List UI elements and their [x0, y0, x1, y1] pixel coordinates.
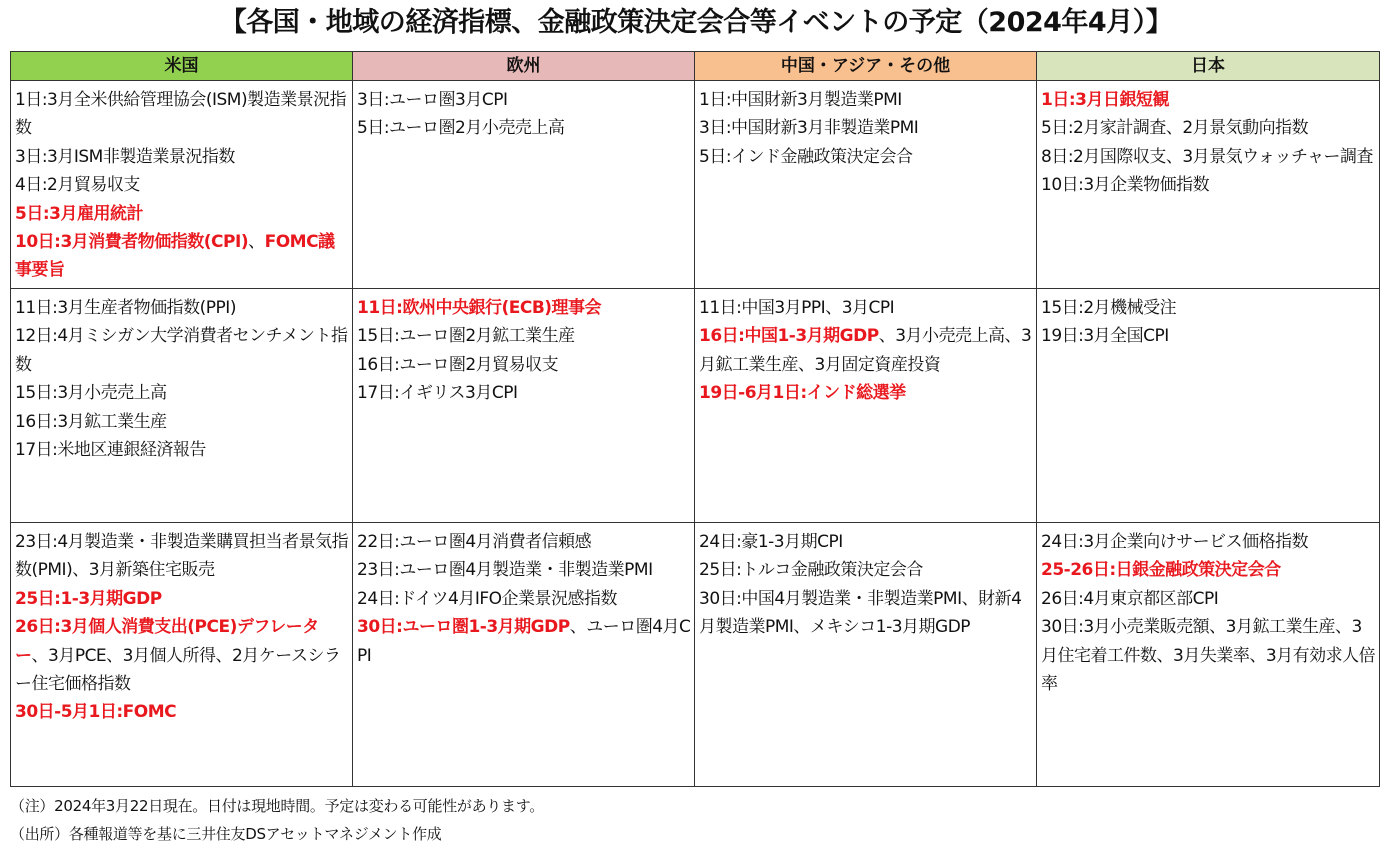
event-text: 、 — [248, 232, 265, 253]
event-entry — [357, 613, 691, 670]
event-entry — [1041, 528, 1376, 556]
event-text: 、ユーロ圏4月CPI — [357, 617, 691, 666]
event-entry — [15, 698, 349, 726]
header-europe: 欧州 — [353, 52, 695, 81]
event-text: 25日:トルコ金融政策決定会合 — [699, 560, 923, 581]
event-text: 5日:ユーロ圏2月小売売上高 — [357, 118, 565, 139]
highlighted-event-text: 30日-5月1日:FOMC — [15, 702, 177, 723]
event-text: 11日:3月生産者物価指数(PPI) — [15, 298, 236, 318]
cell-europe-mid — [353, 289, 695, 523]
event-entry — [15, 408, 349, 436]
highlighted-event-text: 26日:3月個人消費支出(PCE)デフレーター — [15, 617, 319, 666]
event-entry — [1041, 171, 1376, 199]
event-entry — [357, 86, 691, 114]
event-entry — [1041, 556, 1376, 584]
cell-asia-late — [695, 523, 1037, 787]
table-row — [11, 523, 1380, 787]
event-text: 11日:中国3月PPI、3月CPI — [699, 298, 895, 318]
event-text: 19日:3月全国CPI — [1041, 326, 1169, 347]
highlighted-event-text: 25日:1-3月期GDP — [15, 588, 162, 609]
event-text: 23日:ユーロ圏4月製造業・非製造業PMI — [357, 560, 653, 581]
highlighted-event-text: 5日:3月雇用統計 — [15, 203, 143, 224]
event-text: 30日:中国4月製造業・非製造業PMI、財新4月製造業PMI、メキシコ1-3月期GDP — [699, 588, 1022, 638]
event-entry — [699, 86, 1033, 114]
event-entry — [15, 322, 349, 379]
event-entry — [357, 379, 691, 407]
highlighted-event-text: 30日:ユーロ圏1-3月期GDP — [357, 617, 570, 638]
event-text: 4日:2月貿易収支 — [15, 175, 140, 196]
footnote-source: （出所）各種報道等を基に三井住友DSアセットマネジメント作成 — [10, 825, 442, 843]
event-text: 3日:3月ISM非製造業景況指数 — [15, 146, 235, 167]
event-entry — [15, 613, 349, 698]
highlighted-event-text: 16日:中国1-3月期GDP — [699, 326, 879, 347]
event-text: 23日:4月製造業・非製造業購買担当者景気指数(PMI)、3月新築住宅販売 — [15, 532, 349, 581]
event-entry — [699, 528, 1033, 556]
event-text: 3日:ユーロ圏3月CPI — [357, 90, 508, 110]
event-entry — [15, 143, 349, 171]
event-entry — [357, 528, 691, 556]
event-entry — [357, 114, 691, 142]
event-text: 15日:ユーロ圏2月鉱工業生産 — [357, 326, 575, 347]
event-entry — [15, 585, 349, 613]
event-entry — [1041, 143, 1376, 171]
event-text: 、3月PCE、3月個人所得、2月ケースシラー住宅価格指数 — [15, 645, 341, 695]
event-entry — [1041, 613, 1376, 698]
cell-japan-early — [1037, 81, 1380, 289]
event-entry — [699, 114, 1033, 142]
event-entry — [15, 228, 349, 285]
highlighted-event-text: 10日:3月消費者物価指数(CPI) — [15, 232, 249, 253]
event-text: 3日:中国財新3月非製造業PMI — [699, 118, 919, 139]
event-entry — [699, 143, 1033, 171]
event-entry — [15, 528, 349, 585]
event-entry — [357, 322, 691, 350]
highlighted-event-text: 11日:欧州中央銀行(ECB)理事会 — [357, 298, 602, 318]
event-text: 16日:ユーロ圏2月貿易収支 — [357, 354, 559, 375]
cell-europe-early — [353, 81, 695, 289]
event-entry — [357, 351, 691, 379]
event-text: 5日:2月家計調査、2月景気動向指数 — [1041, 118, 1309, 139]
page-title: 【各国・地域の経済指標、金融政策決定会合等イベントの予定（2024年4月）】 — [219, 7, 1173, 38]
cell-us-early — [11, 81, 353, 289]
event-entry — [15, 379, 349, 407]
event-entry — [15, 436, 349, 464]
event-entry — [1041, 294, 1376, 322]
event-entry — [699, 556, 1033, 584]
event-entry — [357, 294, 691, 322]
event-entry — [699, 585, 1033, 642]
event-entry — [1041, 114, 1376, 142]
cell-japan-mid — [1037, 289, 1380, 523]
footnote-note: （注）2024年3月22日現在。日付は現地時間。予定は変わる可能性があります。 — [10, 797, 544, 815]
cell-asia-early — [695, 81, 1037, 289]
event-entry — [15, 171, 349, 199]
header-row — [11, 52, 1380, 81]
event-text: 12日:4月ミシガン大学消費者センチメント指数 — [15, 326, 348, 375]
cell-asia-mid — [695, 289, 1037, 523]
event-text: 17日:米地区連銀経済報告 — [15, 440, 206, 461]
highlighted-event-text: 19日-6月1日:インド総選挙 — [699, 383, 906, 404]
event-entry — [15, 200, 349, 228]
event-text: 15日:3月小売売上高 — [15, 383, 167, 404]
event-entry — [357, 585, 691, 613]
event-text: 15日:2月機械受注 — [1041, 298, 1177, 318]
table-row — [11, 289, 1380, 523]
event-entry — [1041, 86, 1376, 114]
event-entry — [1041, 322, 1376, 350]
event-text: 1日:中国財新3月製造業PMI — [699, 90, 902, 110]
event-text: 10日:3月企業物価指数 — [1041, 175, 1210, 196]
event-text: 、3月小売売上高、3月鉱工業生産、3月固定資産投資 — [699, 326, 1032, 375]
table-row — [11, 81, 1380, 289]
event-entry — [15, 294, 349, 322]
event-text: 17日:イギリス3月CPI — [357, 383, 518, 404]
event-text: 5日:インド金融政策決定会合 — [699, 146, 913, 167]
event-entry — [699, 322, 1033, 379]
header-japan: 日本 — [1037, 52, 1380, 81]
highlighted-event-text: 25-26日:日銀金融政策決定会合 — [1041, 560, 1281, 581]
highlighted-event-text: 1日:3月日銀短観 — [1041, 90, 1169, 110]
event-text: 22日:ユーロ圏4月消費者信頼感 — [357, 532, 592, 552]
event-text: 26日:4月東京都区部CPI — [1041, 588, 1219, 609]
event-entry — [15, 86, 349, 143]
event-entry — [357, 556, 691, 584]
event-text: 8日:2月国際収支、3月景気ウォッチャー調査 — [1041, 146, 1373, 167]
event-text: 24日:3月企業向けサービス価格指数 — [1041, 532, 1309, 552]
highlighted-event-text: FOMC議事要旨 — [15, 232, 335, 281]
header-china-asia-other: 中国・アジア・その他 — [695, 52, 1037, 81]
cell-us-mid — [11, 289, 353, 523]
event-schedule-table — [10, 51, 1380, 787]
header-us: 米国 — [11, 52, 353, 81]
event-text: 24日:ドイツ4月IFO企業景況感指数 — [357, 588, 617, 609]
event-text: 24日:豪1-3月期CPI — [699, 532, 843, 552]
event-text: 30日:3月小売業販売額、3月鉱工業生産、3月住宅着工件数、3月失業率、3月有効求人倍率 — [1041, 617, 1376, 695]
event-text: 1日:3月全米供給管理協会(ISM)製造業景況指数 — [15, 90, 347, 139]
event-entry — [1041, 585, 1376, 613]
event-entry — [699, 294, 1033, 322]
event-entry — [699, 379, 1033, 407]
event-text: 16日:3月鉱工業生産 — [15, 411, 167, 432]
cell-us-late — [11, 523, 353, 787]
cell-japan-late — [1037, 523, 1380, 787]
cell-europe-late — [353, 523, 695, 787]
